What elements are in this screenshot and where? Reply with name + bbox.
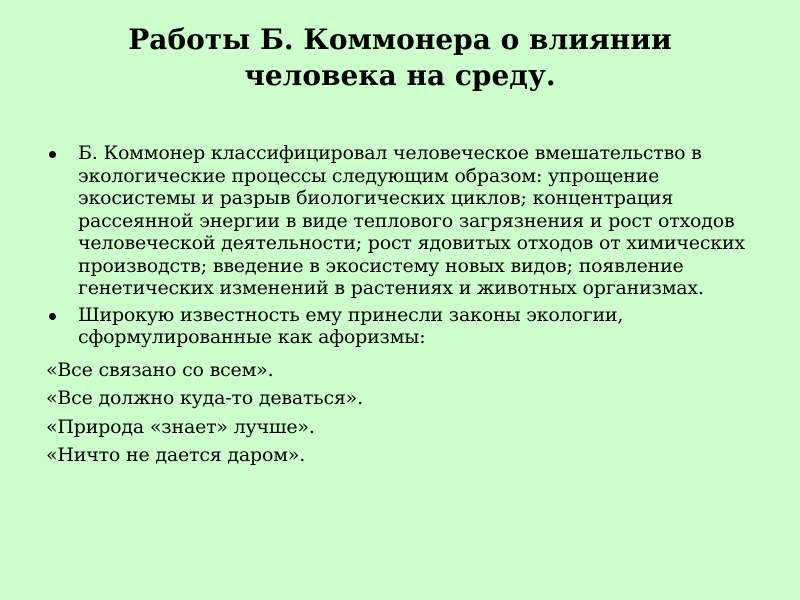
title-line-2: человека на среду. <box>244 59 556 92</box>
law-item: «Природа «знает» лучше». <box>46 415 315 438</box>
bullet-item <box>46 304 766 349</box>
bullet-item <box>46 142 766 300</box>
bullet-text: Широкую известность ему принесли законы экологии, сформулированные как афоризмы: <box>78 303 624 348</box>
law-item: «Все должно куда-то деваться». <box>46 387 363 409</box>
law-item: «Все связано со всем». <box>46 358 274 381</box>
law-item: «Ничто не дается даром». <box>46 444 306 466</box>
slide-title <box>100 22 700 94</box>
bullet-text: Б. Коммонер классифицировал человеческое вмешательство в экологические процессы следующим образом: упрощение экосистемы и разрыв биологических циклов; концентрация рассеянной энергии в виде теплового загрязнения и рост отходов человеческой деятельности; рост ядовитых отходов от химических производств; введение в экосистему новых видов; появление генетических изменений в растениях и животных организмах. <box>78 142 745 299</box>
title-line-1: Работы Б. Коммонера о влиянии <box>128 23 672 56</box>
slide-body <box>46 142 766 467</box>
